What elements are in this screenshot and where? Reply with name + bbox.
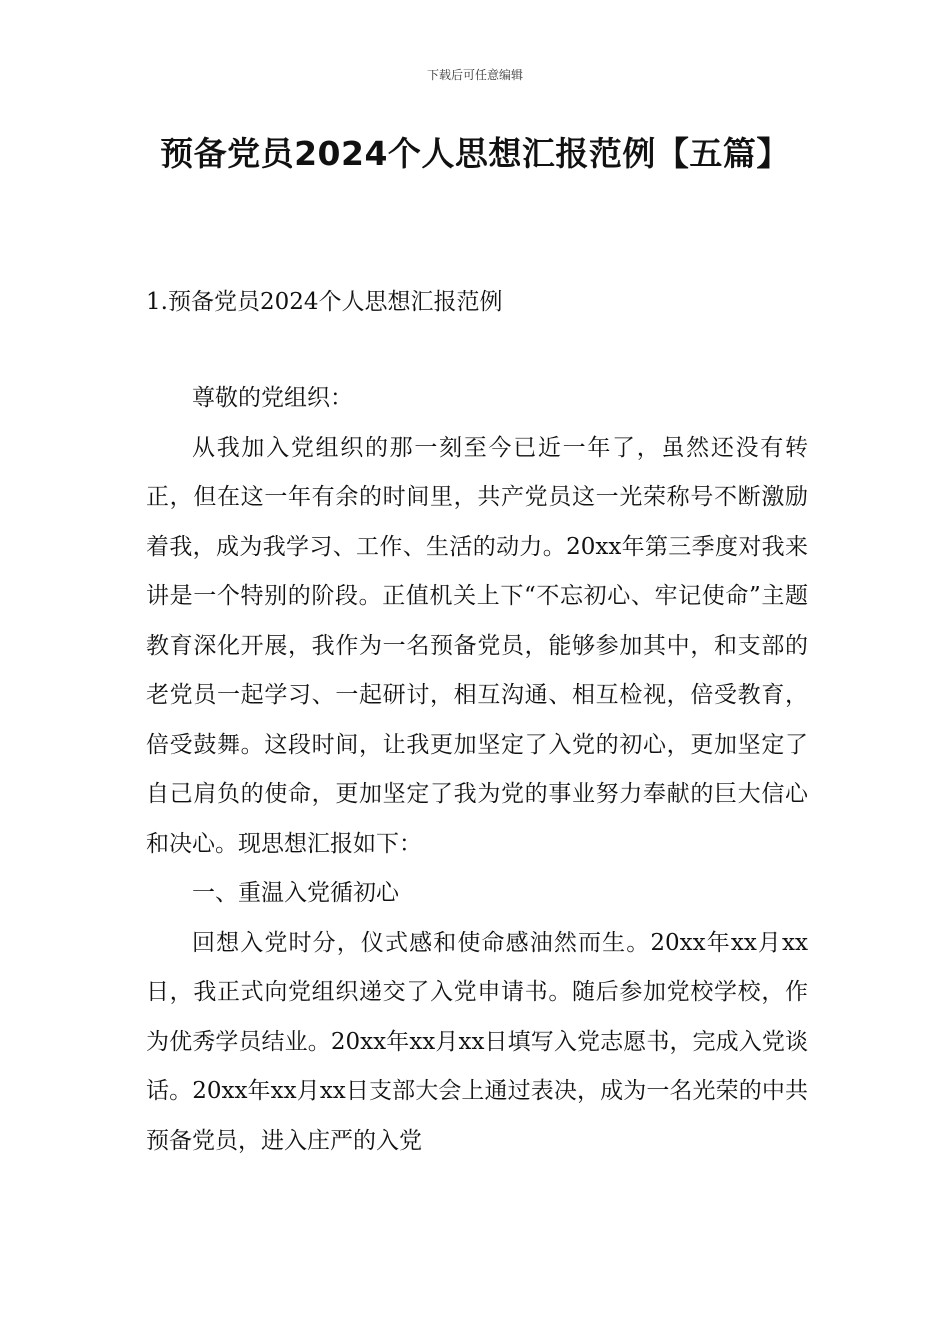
header-note: 下载后可任意编辑 — [426, 68, 523, 82]
document-title: 预备党员2024个人思想汇报范例【五篇】 — [160, 134, 790, 173]
paragraph-intro: 从我加入党组织的那一刻至今已近一年了，虽然还没有转正，但在这一年有余的时间里，共产党员这一光荣称号不断激励着我，成为我学习、工作、生活的动力。20xx年第三季度对我来讲是一个特别的阶段。正值机关上下“不忘初心、牢记使命”主题教育深化开展，我作为一名预备党员，能够参加其中，和支部的老党员一起学习、一起研讨，相互沟通、相互检视，倍受教育，倍受鼓舞。这段时间，让我更加坚定了入党的初心，更加坚定了自己肩负的使命，更加坚定了我为党的事业努力奉献的巨大信心和决心。现思想汇报如下： — [146, 434, 808, 857]
salutation: 尊敬的党组织： — [192, 385, 353, 411]
document-body — [146, 374, 808, 1166]
section-heading: 1.预备党员2024个人思想汇报范例 — [146, 289, 503, 315]
paragraph-recall: 回想入党时分，仪式感和使命感油然而生。20xx年xx月xx日，我正式向党组织递交了入党申请书。随后参加党校学校，作为优秀学员结业。20xx年xx月xx日填写入党志愿书，完成入党谈话。20xx年xx月xx日支部大会上通过表决，成为一名光荣的中共预备党员，进入庄严的入党 — [146, 929, 809, 1154]
subheading-1: 一、重温入党循初心 — [192, 880, 399, 906]
